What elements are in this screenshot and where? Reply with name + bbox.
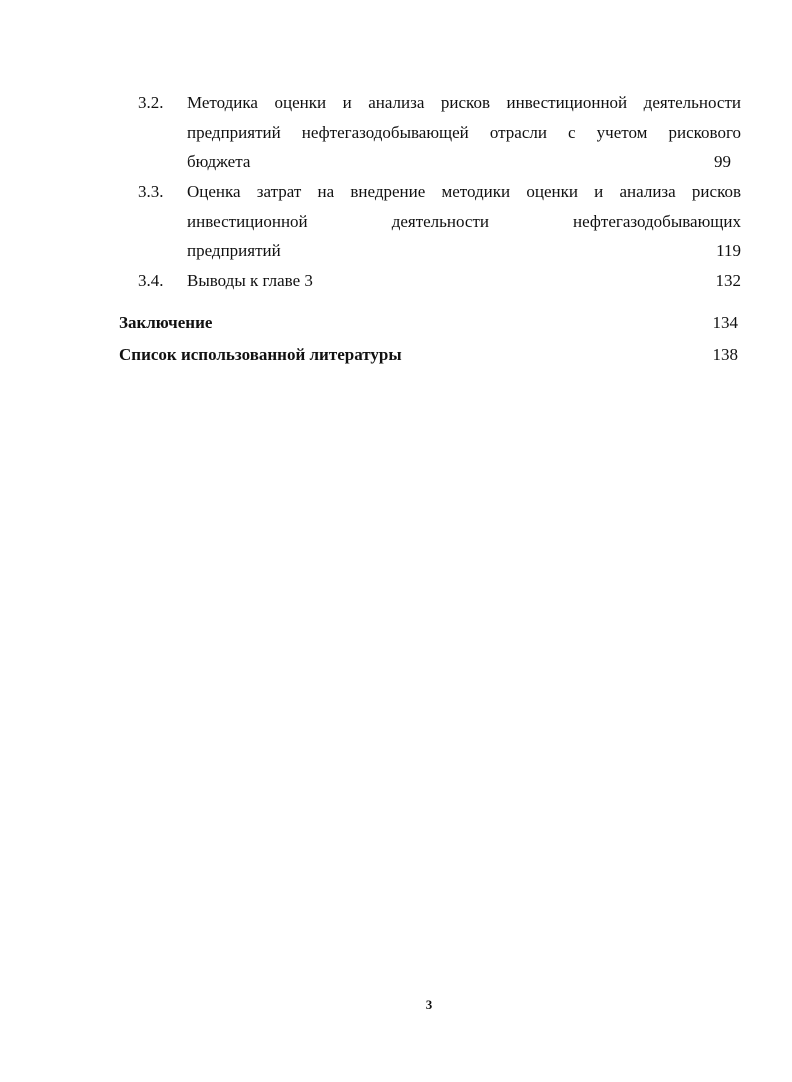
toc-entry-last-line	[187, 147, 731, 177]
toc-entry-text	[187, 177, 741, 266]
toc-entry-line: Оценка затрат на внедрение методики оценки и анализа рисков	[187, 182, 741, 201]
toc-entry-text	[187, 88, 741, 177]
toc-entry-number: 3.4.	[138, 271, 164, 290]
toc-references-title: Список использованной литературы	[119, 345, 402, 364]
toc-entry-references[interactable]	[119, 340, 738, 370]
toc-entry-number: 3.2.	[138, 93, 164, 112]
toc-page-ref: 119	[716, 241, 741, 260]
toc-entry-conclusion[interactable]	[119, 308, 738, 338]
toc-entry-3-3[interactable]	[0, 177, 792, 266]
toc-entry-text	[187, 266, 741, 296]
toc-entry-3-2[interactable]	[0, 88, 792, 177]
toc-entry-line: предприятий нефтегазодобывающей отрасли с учетом рискового	[187, 122, 741, 142]
toc-conclusion-title: Заключение	[119, 313, 213, 332]
page-number: 3	[425, 997, 433, 1012]
toc-page-ref: 99	[714, 152, 731, 171]
toc-entry-line: предприятий	[187, 241, 281, 260]
toc-page-ref: 132	[715, 271, 741, 290]
toc-entry-line: Выводы к главе 3	[187, 271, 313, 290]
toc-entry-line: бюджета	[187, 152, 251, 171]
toc-entry-3-4[interactable]	[0, 266, 792, 296]
toc-page-ref: 138	[712, 345, 738, 364]
toc-entry-number: 3.3.	[138, 182, 164, 201]
toc-page-ref: 134	[712, 313, 738, 332]
toc-entry-last-line	[187, 266, 741, 296]
toc-entry-line: инвестиционной деятельности нефтегазодобывающих	[187, 211, 741, 231]
toc-entry-last-line	[187, 236, 741, 266]
toc-entry-line: Методика оценки и анализа рисков инвестиционной деятельности	[187, 93, 741, 112]
